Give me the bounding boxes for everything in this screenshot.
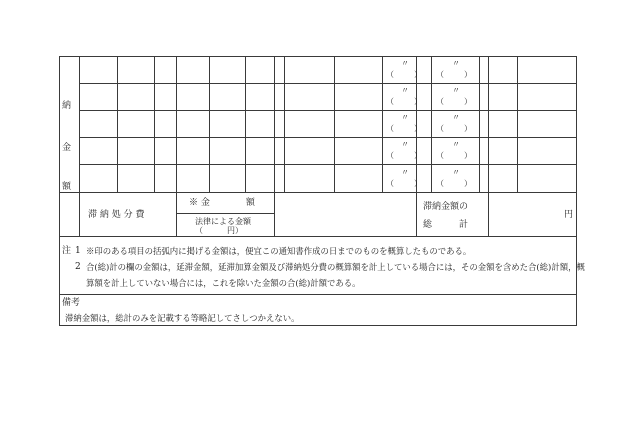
total-label-line2: 総 計: [423, 220, 469, 230]
grid-col-line: [79, 56, 80, 236]
paren-open: （: [386, 97, 394, 106]
note-number: 1: [75, 246, 81, 256]
amount-split-line: [176, 213, 274, 214]
paren-close: ）: [414, 97, 422, 106]
grid-col-line: [479, 56, 480, 192]
grid-col-line: [154, 56, 155, 192]
notes-bottom-line: [59, 294, 577, 295]
ditto-mark: 〃: [401, 113, 409, 122]
paren-close: ）: [464, 151, 472, 160]
paren-close: ）: [464, 179, 472, 188]
paren-close: ）: [414, 151, 422, 160]
ditto-mark: 〃: [452, 140, 460, 149]
paren-open: （: [386, 179, 394, 188]
penalty-label: 滞 納 処 分 費: [88, 210, 145, 220]
notes-heading: 注: [62, 246, 72, 256]
side-label-char: 納: [62, 101, 72, 111]
ditto-mark: 〃: [452, 168, 460, 177]
grid-col-line: [284, 56, 285, 192]
paren-open: （: [386, 70, 394, 79]
note-text: ※印のある項目の括弧内に掲げる金額は，便宜この通知書作成の日までのものを概算したものである。: [86, 246, 472, 256]
paren-open: （: [436, 151, 444, 160]
paren-close: ）: [464, 124, 472, 133]
frame-left-border: [59, 56, 60, 326]
grid-col-line: [416, 56, 417, 236]
ditto-mark: 〃: [401, 140, 409, 149]
grid-row-line: [59, 192, 577, 193]
note-number: 2: [75, 262, 81, 272]
side-label-char: 額: [62, 182, 72, 192]
note-text: 合(総)計の欄の金額は，延滞金額，延滞加算金額及び滞納処分費の概算額を計上している場合には，その金額を含めた合(総)計額，概: [86, 262, 585, 272]
total-label-line1: 滞納金額の: [423, 202, 469, 212]
ditto-mark: 〃: [452, 113, 460, 122]
legal-amount-label: 法律による金額: [195, 217, 251, 226]
grid-col-line: [209, 56, 210, 192]
ditto-mark: 〃: [401, 168, 409, 177]
paren-open: （: [436, 124, 444, 133]
note-text-continued: 算額を計上していない場合には，これを除いた金額の合(総)計額である。: [86, 278, 361, 288]
grid-col-line: [382, 56, 383, 192]
penalty-row-bottom-line: [59, 236, 577, 237]
amount-label: ※ 金 額: [189, 198, 255, 208]
ditto-mark: 〃: [452, 59, 460, 68]
paren-close: ）: [464, 97, 472, 106]
paren-open: （: [386, 151, 394, 160]
ditto-mark: 〃: [401, 59, 409, 68]
paren-open: （: [436, 70, 444, 79]
grid-col-line: [488, 56, 489, 236]
remarks-text: 滞納金額は，総計のみを記載する等略記してさしつかえない。: [65, 313, 300, 323]
grid-col-line: [431, 56, 432, 192]
grid-col-line: [517, 56, 518, 192]
grid-top-line: [59, 56, 577, 57]
paren-close: ）: [414, 124, 422, 133]
grid-col-line: [245, 56, 246, 192]
ditto-mark: 〃: [452, 86, 460, 95]
paren-close: ）: [464, 70, 472, 79]
side-label-char: 金: [62, 143, 72, 153]
ditto-mark: 〃: [401, 86, 409, 95]
frame-right-border: [576, 56, 577, 326]
grid-col-line: [176, 56, 177, 236]
paren-open: （: [386, 124, 394, 133]
paren-close: ）: [414, 70, 422, 79]
frame-bottom-border: [59, 325, 577, 326]
paren-open: （: [436, 179, 444, 188]
grid-col-line: [274, 56, 275, 236]
legal-amount-unit: （ 円）: [195, 226, 243, 235]
grid-col-line: [117, 56, 118, 192]
paren-open: （: [436, 97, 444, 106]
yen-unit: 円: [564, 210, 574, 220]
grid-col-line: [334, 56, 335, 192]
remarks-heading: 備考: [62, 298, 81, 308]
paren-close: ）: [414, 179, 422, 188]
